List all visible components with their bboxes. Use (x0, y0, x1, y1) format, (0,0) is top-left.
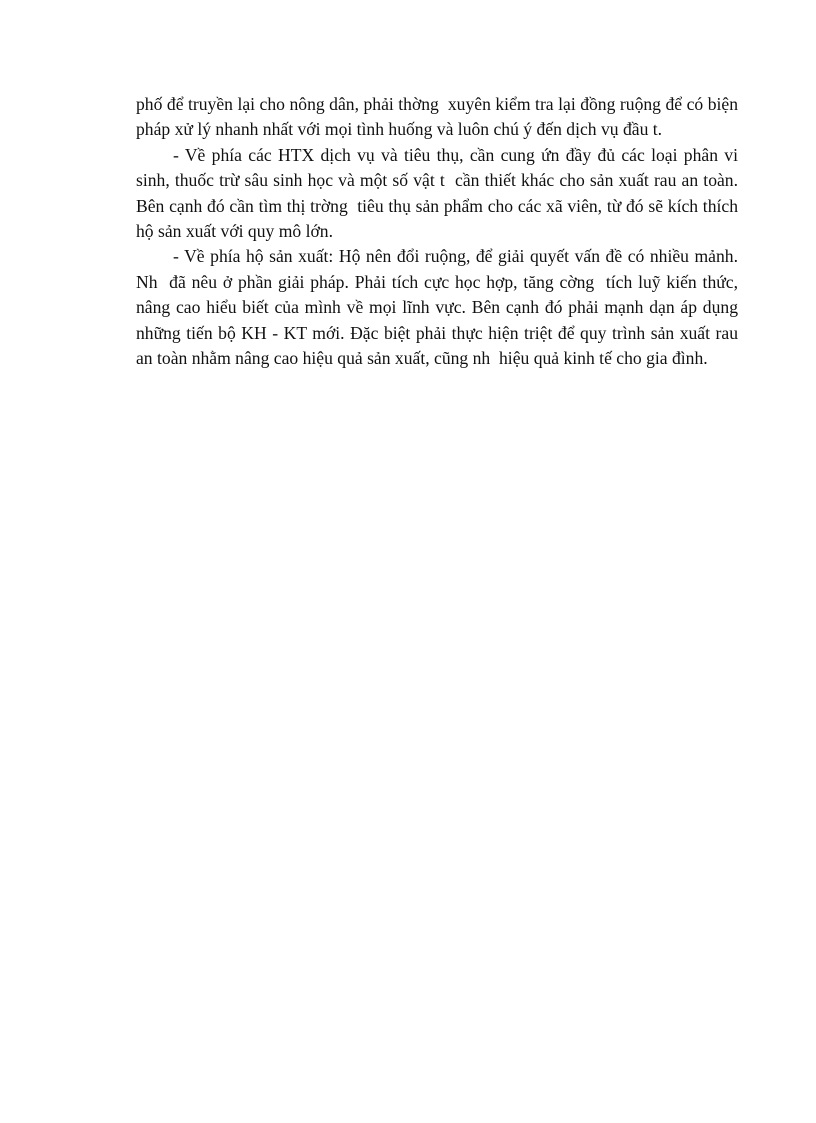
body-text (136, 92, 743, 371)
paragraph-htx-services: - Về phía các HTX dịch vụ và tiêu thụ, cần cung ứn đầy đủ các loại phân vi sinh, thuốc trừ sâu sinh học và một số vật t cần thiết khác cho sản xuất rau an toàn. Bên cạnh đó cần tìm thị trờng tiêu thụ sản phẩm cho các xã viên, từ đó sẽ kích thích hộ sản xuất với quy mô lớn. (136, 144, 743, 242)
paragraph-continuation: phố để truyền lại cho nông dân, phải thờng xuyên kiểm tra lại đồng ruộng để có biện pháp xử lý nhanh nhất với mọi tình huống và luôn chú ý đến dịch vụ đầu t. (136, 94, 743, 140)
paragraph-household-production: - Về phía hộ sản xuất: Hộ nên đổi ruộng, để giải quyết vấn đề có nhiều mảnh. Nh đã nêu ở phần giải pháp. Phải tích cực học hợp, tăng cờng tích luỹ kiến thức, nâng cao hiểu biết của mình về mọi lĩnh vực. Bên cạnh đó phải mạnh dạn áp dụng những tiến bộ KH - KT mới. Đặc biệt phải thực hiện triệt để quy trình sản xuất rau an toàn nhằm nâng cao hiệu quả sản xuất, cũng nh hiệu quả kinh tế cho gia đình. (136, 246, 743, 369)
